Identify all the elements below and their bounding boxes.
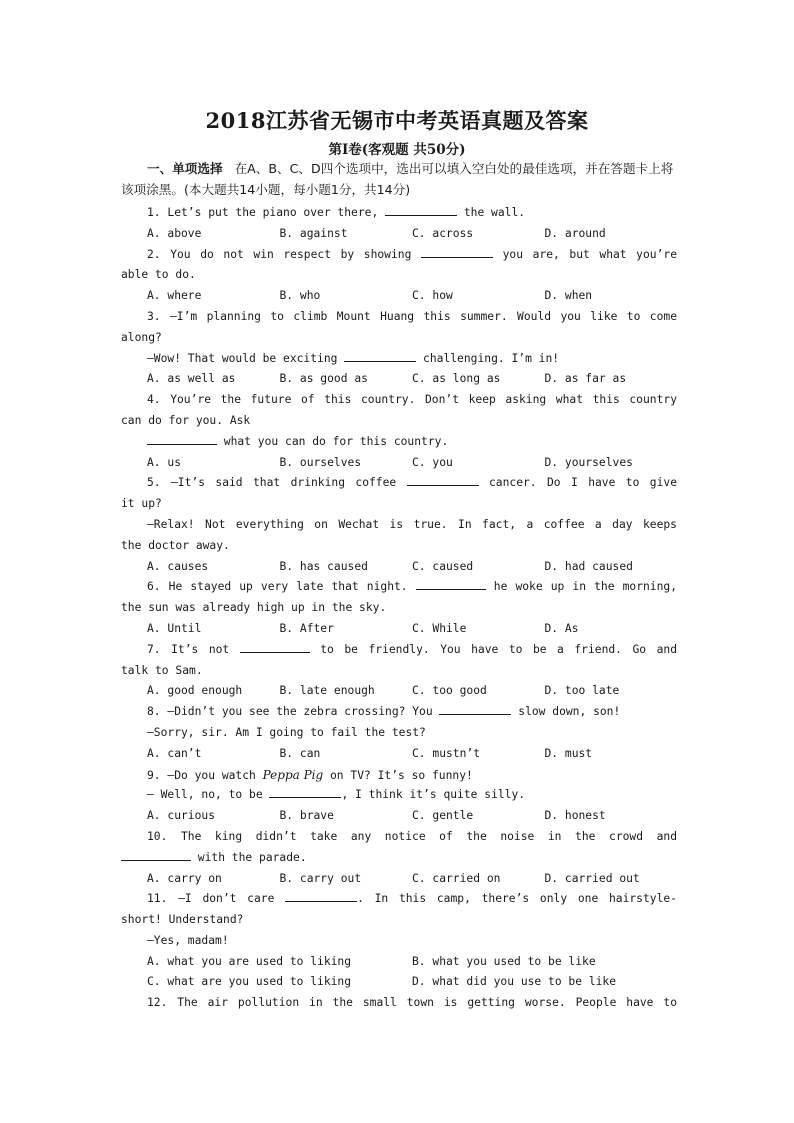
option-a: A. what you are used to liking: [147, 954, 352, 968]
option-c: C. mustn’t: [412, 746, 481, 760]
question-5-cont: it up?: [121, 497, 162, 511]
option-a: A. as well as: [147, 372, 236, 386]
answer-blank: [439, 702, 511, 715]
answer-blank: [407, 473, 479, 486]
options-4: [121, 453, 677, 474]
option-b: B. has caused: [279, 559, 368, 573]
option-a: A. can’t: [147, 746, 202, 760]
answer-blank: [385, 203, 457, 216]
page-title: 2018江苏省无锡市中考英语真题及答案: [205, 108, 589, 133]
question-3: 3. —I’m planning to climb Mount Huang this summer. Would you like to come: [147, 309, 677, 323]
question-10: 10. The king didn’t take any notice of the noise in the crowd and: [147, 829, 677, 843]
answer-blank: [285, 889, 357, 902]
question-4-line3: what you can do for this country.: [121, 432, 677, 453]
question-7-cont: talk to Sam.: [121, 663, 203, 677]
option-a: A. curious: [147, 809, 216, 823]
option-a: A. where: [147, 289, 202, 303]
option-b: B. ourselves: [279, 455, 362, 469]
question-11: 11. —I don’t care . In this camp, there’s only one hairstyle-: [121, 889, 677, 910]
question-3-cont: along?: [121, 330, 162, 344]
options-11-row1: [121, 952, 677, 973]
question-11-reply: —Yes, madam!: [147, 933, 229, 947]
option-d: D. carried out: [544, 871, 640, 885]
option-c: C. across: [412, 226, 474, 240]
answer-blank: [269, 785, 341, 798]
option-b: B. carry out: [279, 871, 362, 885]
options-7: [121, 681, 677, 702]
option-b: B. what you used to be like: [412, 954, 596, 968]
option-d: D. around: [544, 226, 606, 240]
option-d: D. too late: [544, 684, 620, 698]
option-c: C. While: [412, 621, 467, 635]
question-9: 9. —Do you watch Peppa Pig on TV? It’s so funny!: [147, 767, 473, 782]
question-5-reply-cont: the doctor away.: [121, 538, 230, 552]
option-d: D. yourselves: [544, 455, 633, 469]
options-5: [121, 557, 677, 578]
option-c: C. carried on: [412, 871, 501, 885]
question-1: 1. Let’s put the piano over there, the wall.: [121, 203, 677, 224]
question-11-cont: short! Understand?: [121, 913, 244, 927]
question-5-reply: —Relax! Not everything on Wechat is true. In fact, a coffee a day keeps: [147, 517, 677, 531]
options-8: [121, 744, 677, 765]
option-c: C. gentle: [412, 809, 474, 823]
answer-blank: [421, 245, 493, 258]
option-d: D. what did you use to be like: [412, 975, 617, 989]
question-6-cont: the sun was already high up in the sky.: [121, 601, 387, 615]
answer-blank: [240, 640, 310, 653]
question-4: 4. You’re the future of this country. Don’t keep asking what this country: [147, 393, 677, 407]
answer-blank: [344, 349, 416, 362]
option-b: B. After: [279, 621, 334, 635]
question-8: 8. —Didn’t you see the zebra crossing? You slow down, son!: [121, 702, 677, 723]
option-a: A. above: [147, 226, 202, 240]
option-d: D. when: [544, 289, 593, 303]
question-2-cont: able to do.: [121, 268, 196, 282]
section-intro: [121, 158, 677, 200]
section-label: 一、单项选择: [147, 161, 223, 176]
question-7: 7. It’s not to be friendly. You have to be a friend. Go and: [121, 640, 677, 661]
question-4-cont: can do for you. Ask: [121, 413, 251, 427]
option-b: B. against: [279, 226, 348, 240]
option-b: B. brave: [279, 809, 334, 823]
question-2: 2. You do not win respect by showing you are, but what you’re: [121, 245, 677, 266]
question-5: 5. —It’s said that drinking coffee cancer. Do I have to give: [121, 473, 677, 494]
answer-blank: [147, 432, 217, 445]
option-d: D. As: [544, 621, 579, 635]
options-2: [121, 286, 677, 307]
options-10: [121, 869, 677, 890]
answer-blank: [121, 848, 191, 861]
options-11-row2: [121, 972, 677, 993]
option-c: C. how: [412, 289, 453, 303]
options-9: [121, 806, 677, 827]
section-instruction: 在A、B、C、D四个选项中，选出可以填入空白处的最佳选项，并在答题卡上将该项涂黑。(本大题共14小题，每小题1分，共14分): [121, 161, 674, 197]
options-3: [121, 369, 677, 390]
options-1: [121, 224, 677, 245]
question-12: 12. The air pollution in the small town is getting worse. People have to: [147, 996, 677, 1010]
option-b: B. can: [279, 746, 321, 760]
question-3-reply: —Wow! That would be exciting challenging. I’m in!: [121, 349, 677, 370]
option-b: B. who: [279, 289, 321, 303]
option-a: A. Until: [147, 621, 202, 635]
option-c: C. caused: [412, 559, 474, 573]
option-a: A. us: [147, 455, 182, 469]
question-9-reply: — Well, no, to be , I think it’s quite silly.: [121, 785, 677, 806]
section-subtitle: 第I卷(客观题 共50分): [328, 142, 466, 158]
option-c: C. what are you used to liking: [147, 975, 352, 989]
question-6: 6. He stayed up very late that night. he woke up in the morning,: [121, 577, 677, 598]
show-title: Peppa Pig: [262, 767, 324, 782]
option-d: D. honest: [544, 809, 606, 823]
option-a: A. causes: [147, 559, 209, 573]
option-a: A. carry on: [147, 871, 222, 885]
option-c: C. too good: [412, 684, 487, 698]
options-6: [121, 619, 677, 640]
option-d: D. must: [544, 746, 593, 760]
option-c: C. as long as: [412, 372, 501, 386]
option-b: B. late enough: [279, 684, 375, 698]
option-b: B. as good as: [279, 372, 368, 386]
question-list: [121, 203, 677, 1014]
option-a: A. good enough: [147, 684, 243, 698]
question-8-reply: —Sorry, sir. Am I going to fail the test?: [147, 725, 426, 739]
option-d: D. as far as: [544, 372, 627, 386]
answer-blank: [416, 577, 486, 590]
option-d: D. had caused: [544, 559, 633, 573]
question-10-cont: with the parade.: [121, 848, 677, 869]
option-c: C. you: [412, 455, 453, 469]
